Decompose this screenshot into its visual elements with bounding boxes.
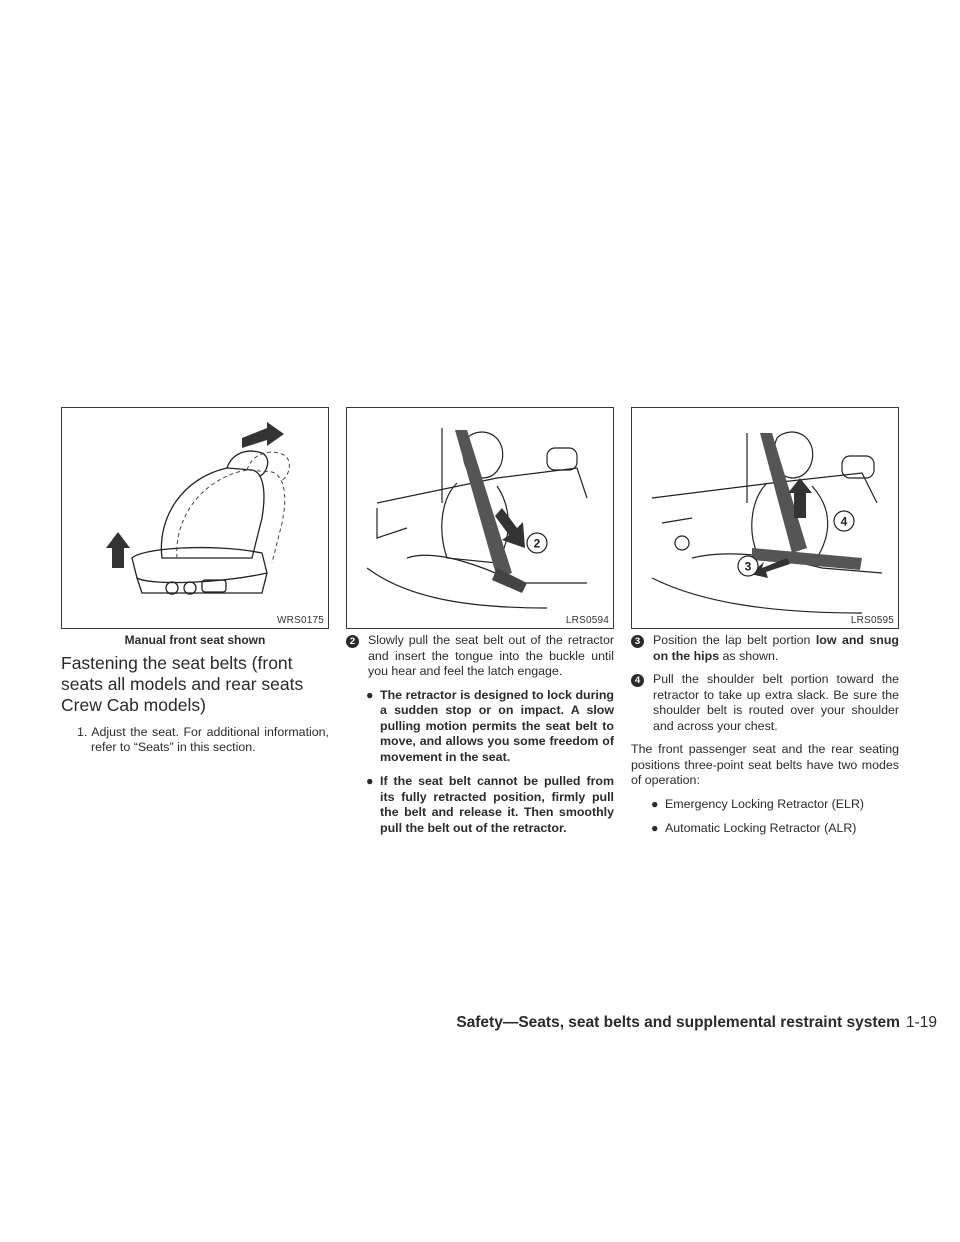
step-1-number: 1. xyxy=(77,724,88,739)
seat-adjust-illustration xyxy=(62,408,329,629)
figure-code: WRS0175 xyxy=(277,615,324,626)
step-number-4: 4 xyxy=(631,674,644,687)
figure-belt-lap xyxy=(631,407,899,629)
step-3 xyxy=(631,633,899,664)
step-2 xyxy=(346,633,614,680)
bullet-item xyxy=(346,688,614,766)
callout-4: 4 xyxy=(840,514,848,529)
step-1-text: Adjust the seat. For additional information, refer to “Seats” in this section. xyxy=(91,724,329,754)
step-3-text-bold: low and snug on the hips xyxy=(653,633,899,663)
bullet-icon: ● xyxy=(651,796,659,811)
bullet-icon: ● xyxy=(366,774,374,788)
step-2-text: Slowly pull the seat belt out of the retractor and insert the tongue into the buckle until you hear and feel the latch engage. xyxy=(368,633,614,678)
mode-text: Automatic Locking Retractor (ALR) xyxy=(665,821,857,835)
callout-3: 3 xyxy=(744,559,752,574)
step-3-number-badge xyxy=(631,633,647,649)
step-4 xyxy=(631,672,899,734)
bullet-icon: ● xyxy=(651,821,659,835)
step-4-text: Pull the shoulder belt portion toward the retractor to take up extra slack. Be sure the shoulder belt is routed over your shoulder and across your chest. xyxy=(653,672,899,733)
belt-lap-illustration xyxy=(632,408,899,629)
figure-code: LRS0594 xyxy=(565,615,609,626)
figure-seat-adjust xyxy=(61,407,329,629)
figure-caption: Manual front seat shown xyxy=(124,633,266,647)
step-4-number-badge xyxy=(631,672,647,688)
callout-2: 2 xyxy=(533,536,541,551)
column-1 xyxy=(61,633,329,764)
page-footer xyxy=(456,1014,937,1032)
page-number: 1-19 xyxy=(905,1014,937,1031)
step-1 xyxy=(61,725,329,756)
mode-item xyxy=(631,797,899,813)
modes-intro: The front passenger seat and the rear seating positions three-point seat belts have two modes of operation: xyxy=(631,742,899,787)
step-2-number-badge xyxy=(346,633,362,649)
bullet-item xyxy=(346,774,614,836)
belt-insert-illustration xyxy=(347,408,614,629)
column-3 xyxy=(631,633,899,846)
bullet-text: The retractor is designed to lock during a sudden stop or on impact. A slow pulling motion permits the seat belt to move, and allows you some freedom of movement in the seat. xyxy=(380,687,614,764)
step-3-text-after: as shown. xyxy=(719,648,779,663)
step-number-2: 2 xyxy=(346,635,359,648)
column-2 xyxy=(346,633,614,845)
footer-section-title: Safety—Seats, seat belts and supplemental restraint system xyxy=(456,1014,900,1031)
mode-text: Emergency Locking Retractor (ELR) xyxy=(665,796,865,811)
section-heading: Fastening the seat belts (front seats all models and rear seats Crew Cab models) xyxy=(61,652,304,715)
bullet-icon: ● xyxy=(366,687,374,702)
mode-item xyxy=(631,821,899,837)
figure-code: LRS0595 xyxy=(850,615,894,626)
step-number-3: 3 xyxy=(631,635,644,648)
bullet-text: If the seat belt cannot be pulled from its fully retracted position, firmly pull the belt and release it. Then smoothly pull the belt out of the retractor. xyxy=(380,774,614,835)
step-3-text-before: Position the lap belt portion xyxy=(653,633,816,647)
figure-belt-insert xyxy=(346,407,614,629)
